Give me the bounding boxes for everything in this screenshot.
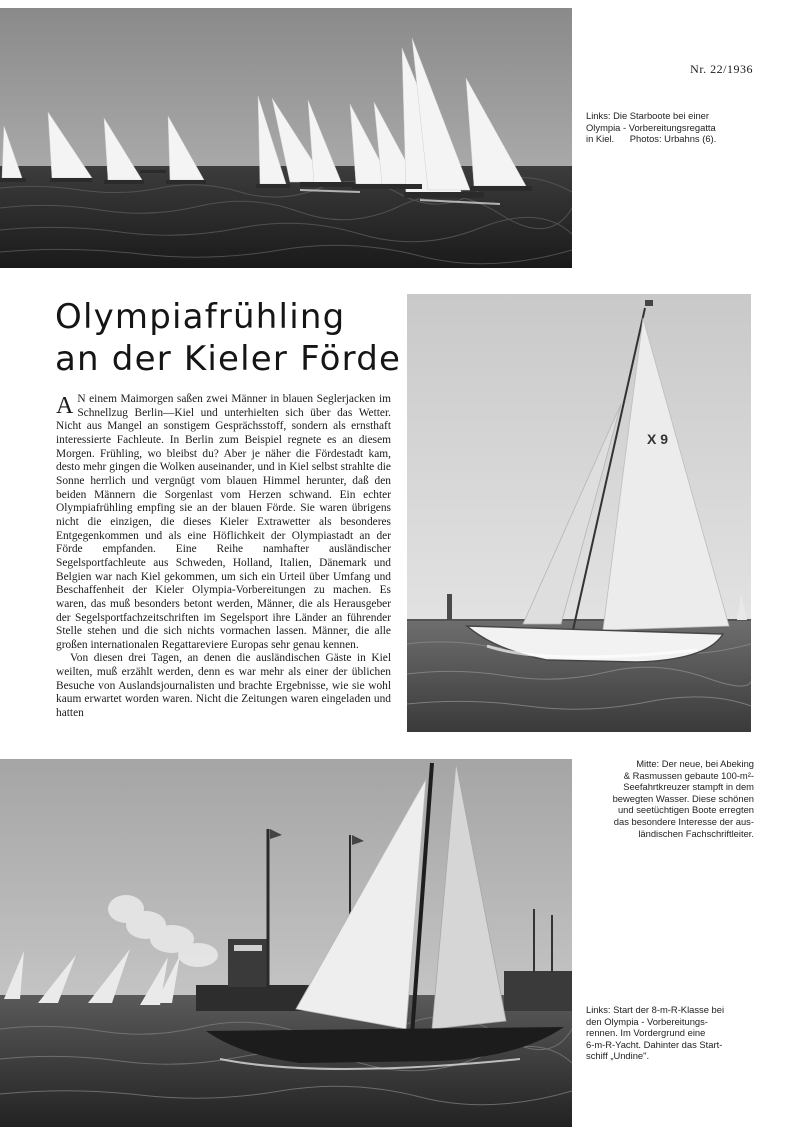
- photo-8m-class-start: [0, 759, 572, 1127]
- caption-sea-cruiser: Mitte: Der neue, bei Abeking & Rasmussen gebaute 100-m²- Seefahrtkreuzer stampft in dem bewegten Wasser. Diese schönen und seetüchtigen Boote erregten das besondere Interesse der aus- ländischen Fachschriftleiter.: [612, 758, 754, 839]
- caption-8m-class: Links: Start der 8-m-R-Klasse bei den Olympia - Vorbereitungs- rennen. Im Vordergrund eine 6-m-R-Yacht. Dahinter das Start- schiff „Undine".: [586, 1004, 725, 1062]
- photo-sea-cruiser-x9: [407, 294, 751, 732]
- article-headline: Olympiafrühling an der Kieler Förde: [55, 297, 402, 379]
- caption-star-boats: Links: Die Starboote bei einer Olympia - Vorbereitungsregatta in Kiel. Photos: Urbahns (6).: [586, 110, 717, 145]
- drop-cap: A: [56, 393, 74, 419]
- article-body: [56, 393, 391, 721]
- issue-number: Nr. 22/1936: [690, 62, 753, 76]
- photo-star-boats-regatta: [0, 8, 572, 268]
- sail-number: X 9: [647, 431, 669, 447]
- photo-credit: Photos: Urbahns (6).: [629, 133, 717, 145]
- article-paragraph: Von diesen drei Tagen, an denen die ausländischen Gäste in Kiel weilten, muß erzählt werden, denn es war mehr als einer der üblichen Besuche von Auslandsjournalisten und brachte Ergebnisse, wie sie wohl kaum erwartet worden waren. Nicht die Zeitungen waren eingeladen und hatten: [56, 652, 391, 720]
- article-paragraph: A N einem Maimorgen saßen zwei Männer in blauen Seglerjacken im Schnellzug Berlin—Kiel und unterhielten sich über das Wetter. Nicht aus Mangel an sonstigem Gesprächsstoff, sondern als ernsthaft interessierte Fachleute. In Berlin zum Beispiel regnete es an diesem Morgen. Frühling, wo bleibst du? Aber je näher die Fördestadt kam, desto mehr gingen die Wolken auseinander, und in Kiel selbst strahlte die Sonne herrlich und vergnügt vom blauen Himmel herunter, daß den beiden Männern die Sorgenlast vom Herzen schwand. Ein echter Olympiafrühling empfing sie an der blauen Förde. Sie waren übrigens nicht die einzigen, die dieses Kieler Extrawetter als besonderes Entgegenkommen und als eine Höflichkeit der Olympiastadt an der Förde empfanden. Eine Reihe namhafter ausländischer Segelsportfachleute aus Schweden, Holland, Italien, Dänemark und Belgien war nach Kiel gekommen, um sich ein Urteil über Umfang und Beschaffenheit der Kieler Olympia-Vorbereitungen zu machen. Es waren, das muß besonders betont werden, Männer, die als Herausgeber der Segelsportfachzeitschriften im Segelsport ihre Länder an führender Stelle stehen und die sich nichts vormachen lassen. Männer, die alle großen internationalen Regattareviere Europas sehr genau kennen.: [56, 393, 391, 651]
